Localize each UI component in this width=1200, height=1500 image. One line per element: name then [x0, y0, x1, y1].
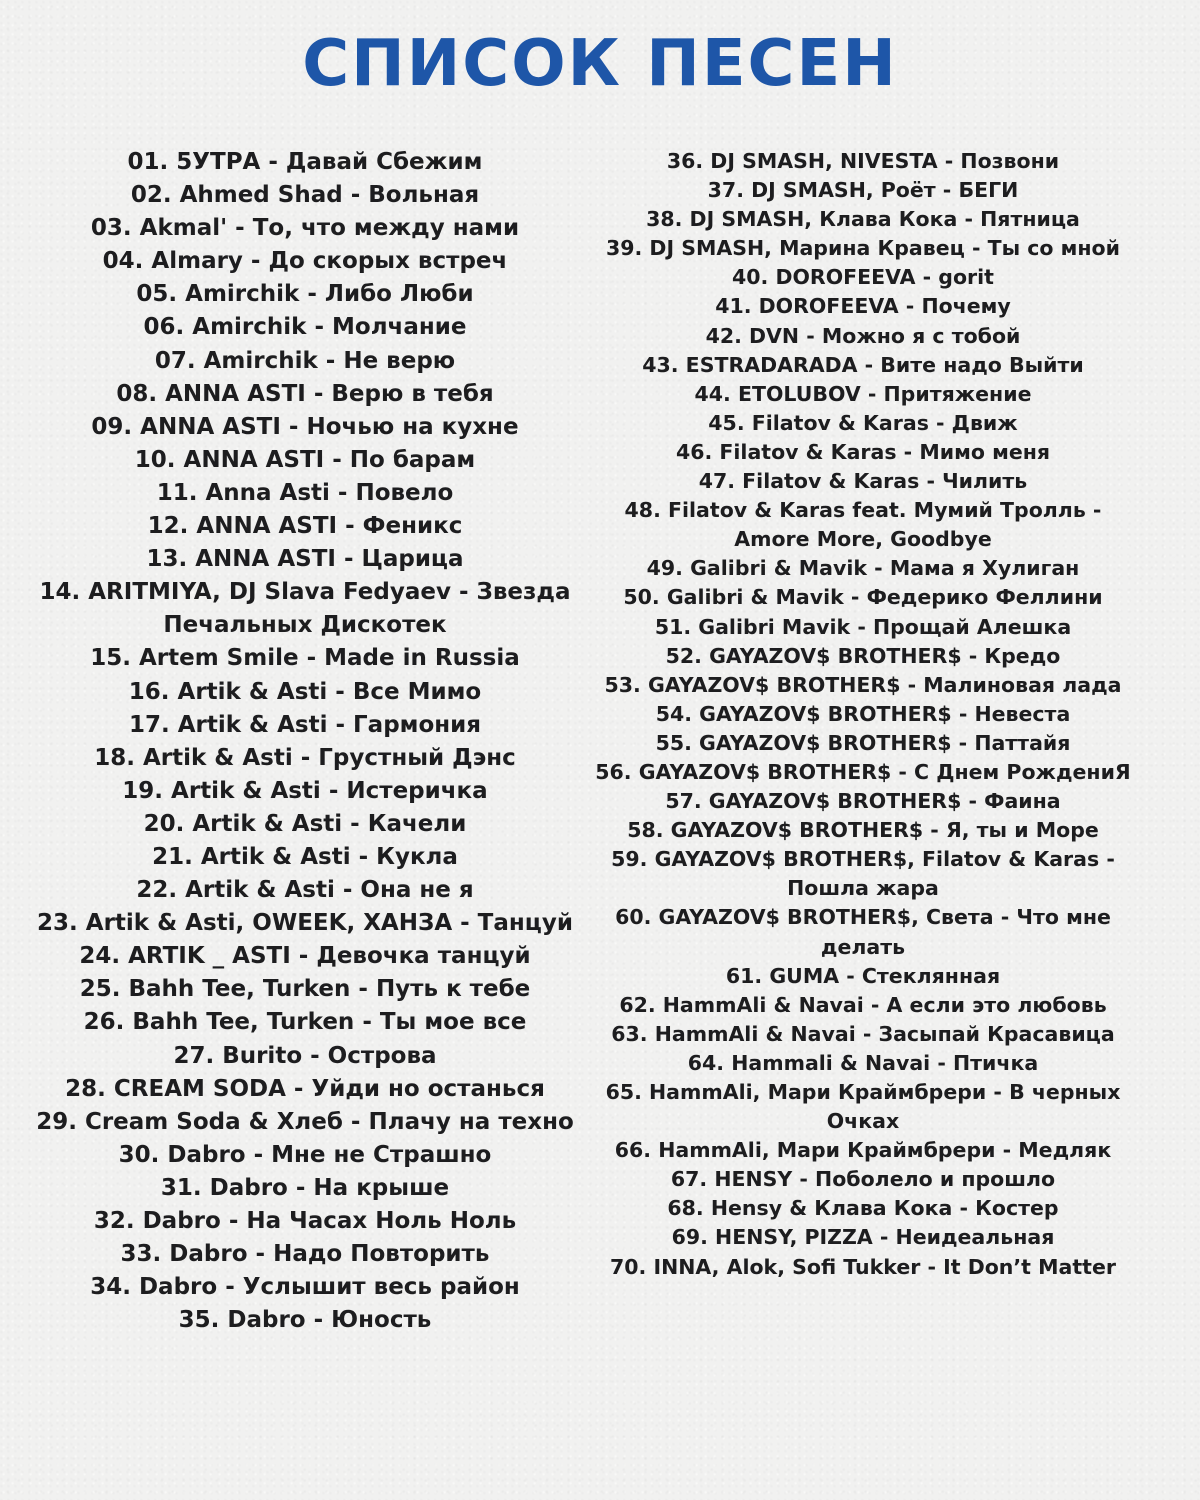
list-item: 39. DJ SMASH, Марина Кравец - Ты со мной [605, 236, 1121, 261]
list-item: 53. GAYAZOV$ BROTHER$ - Малиновая лада [604, 672, 1122, 697]
list-item: 45. Filatov & Karas - Движ [708, 410, 1018, 435]
list-item: 13. ANNA ASTI - Царица [146, 546, 464, 573]
list-item: 01. 5УТРА - Давай Сбежим [127, 149, 483, 175]
list-item: 02. Ahmed Shad - Вольная [130, 182, 480, 209]
list-item: 62. HammAli & Navai - А если это любовь [619, 992, 1107, 1017]
list-item: 57. GAYAZOV$ BROTHER$ - Фаина [665, 789, 1061, 814]
list-item: 08. ANNA ASTI - Верю в тебя [116, 380, 494, 407]
list-item: 69. HENSY, PIZZA - Неидеальная [671, 1225, 1055, 1250]
list-item: 06. Amirchik - Молчание [143, 314, 467, 341]
list-item: 68. Hensy & Клава Кока - Костер [667, 1196, 1059, 1221]
list-item: 12. ANNA ASTI - Феникс [147, 513, 463, 540]
list-item: 17. Artik & Asti - Гармония [128, 711, 482, 738]
list-item: 65. HammAli, Мари Краймбрери - В черных Очках [605, 1080, 1121, 1134]
song-list-right [592, 147, 1134, 1282]
list-item: 38. DJ SMASH, Клава Кока - Пятница [646, 207, 1080, 232]
list-item: 16. Artik & Asti - Все Мимо [128, 678, 482, 705]
list-item: 20. Artik & Asti - Качели [143, 810, 467, 837]
list-item: 28. CREAM SODA - Уйди но останься [65, 1075, 545, 1102]
list-item: 55. GAYAZOV$ BROTHER$ - Паттайя [655, 730, 1071, 755]
list-item: 41. DOROFEEVA - Почему [715, 294, 1011, 319]
song-list-left [20, 146, 590, 1337]
list-item: 32. Dabro - На Часах Ноль Ноль [93, 1208, 517, 1234]
list-item: 07. Amirchik - Не верю [154, 347, 456, 374]
list-item: 67. HENSY - Поболело и прошло [670, 1167, 1056, 1192]
list-item: 18. Artik & Asti - Грустный Дэнс [94, 744, 516, 771]
list-item: 66. HammAli, Мари Краймбрери - Медляк [614, 1138, 1112, 1163]
list-item: 09. ANNA ASTI - Ночью на кухне [91, 413, 519, 440]
list-item: 46. Filatov & Karas - Мимо меня [675, 439, 1051, 464]
list-item: 35. Dabro - Юность [178, 1307, 432, 1334]
list-item: 63. HammAli & Navai - Засыпай Красавица [611, 1021, 1115, 1046]
list-item: 64. Hammali & Navai - Птичка [687, 1050, 1039, 1075]
list-item: 48. Filatov & Karas feat. Мумий Тролль - Amore More, Goodbye [624, 498, 1102, 552]
list-item: 43. ESTRADARADA - Вите надо Выйти [642, 352, 1084, 377]
list-item: 22. Artik & Asti - Она не я [136, 877, 474, 904]
list-item: 05. Amirchik - Либо Люби [136, 281, 474, 308]
list-item: 61. GUMA - Стеклянная [725, 963, 1001, 988]
page-title: СПИСОК ПЕСЕН [302, 27, 898, 101]
list-item: 37. DJ SMASH, Роёт - БЕГИ [707, 178, 1019, 203]
list-item: 44. ETOLUBOV - Притяжение [694, 381, 1032, 406]
list-item: 36. DJ SMASH, NIVESTA - Позвони [666, 149, 1060, 173]
list-item: 24. ARTIK _ ASTI - Девочка танцуй [79, 943, 531, 970]
list-item: 26. Bahh Tee, Turken - Ты мое все [83, 1009, 527, 1036]
list-item: 40. DOROFEEVA - gorit [732, 265, 994, 290]
list-item: 52. GAYAZOV$ BROTHER$ - Кредо [665, 643, 1061, 668]
list-item: 54. GAYAZOV$ BROTHER$ - Невеста [655, 701, 1071, 726]
list-item: 10. ANNA ASTI - По барам [134, 446, 476, 473]
list-item: 34. Dabro - Услышит весь район [90, 1274, 520, 1301]
list-item: 21. Artik & Asti - Кукла [152, 843, 458, 870]
list-item: 30. Dabro - Мне не Страшно [118, 1141, 492, 1168]
list-item: 03. Akmal' - То, что между нами [90, 215, 520, 242]
list-item: 25. Bahh Tee, Turken - Путь к тебе [79, 976, 531, 1003]
list-item: 19. Artik & Asti - Истеричка [122, 777, 488, 804]
list-item: 23. Artik & Asti, OWEEK, ХАНЗА - Танцуй [37, 910, 573, 937]
list-item: 31. Dabro - На крыше [160, 1174, 450, 1201]
list-item: 58. GAYAZOV$ BROTHER$ - Я, ты и Море [627, 818, 1099, 843]
list-item: 70. INNA, Alok, Sofi Tukker - It Don’t Matter [610, 1254, 1116, 1279]
list-item: 14. ARITMIYA, DJ Slava Fedyaev - Звезда Печальных Дискотек [39, 579, 571, 639]
list-item: 47. Filatov & Karas - Чилить [698, 469, 1028, 494]
list-item: 29. Cream Soda & Хлеб - Плачу на техно [36, 1108, 574, 1135]
list-item: 50. Galibri & Mavik - Федерико Феллини [623, 585, 1103, 610]
list-item: 42. DVN - Можно я с тобой [705, 323, 1021, 348]
list-item: 27. Burito - Острова [173, 1042, 437, 1069]
list-item: 04. Almary - До скорых встреч [102, 248, 508, 275]
list-item: 33. Dabro - Надо Повторить [120, 1241, 490, 1268]
list-item: 59. GAYAZOV$ BROTHER$, Filatov & Karas - Пошла жара [611, 847, 1115, 901]
list-item: 51. Galibri Mavik - Прощай Алешка [654, 614, 1072, 639]
list-item: 56. GAYAZOV$ BROTHER$ - С Днем РождениЯ [595, 759, 1131, 784]
list-item: 60. GAYAZOV$ BROTHER$, Света - Что мне делать [615, 905, 1111, 959]
list-item: 49. Galibri & Mavik - Мама я Хулиган [646, 556, 1080, 581]
list-item: 11. Anna Asti - Повело [156, 479, 454, 506]
list-item: 15. Artem Smile - Made in Russia [90, 645, 520, 672]
